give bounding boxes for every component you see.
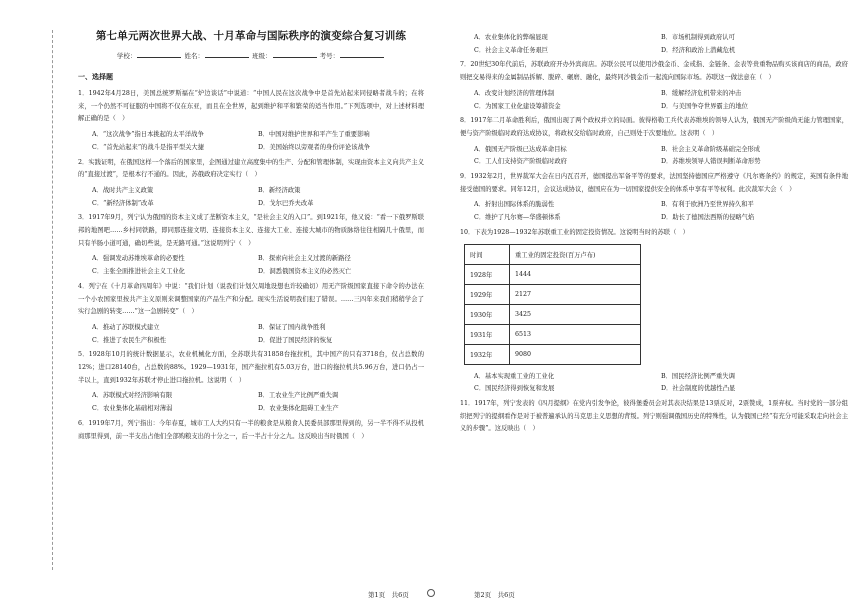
question-3-options [92, 253, 424, 278]
option-d[interactable]: D．与美国争夺世界霸主的地位 [661, 102, 748, 110]
option-d[interactable]: D．苏维埃领导人错误判断革命形势 [661, 158, 761, 166]
table-header-cell: 重工业的固定投资(百万卢布) [510, 244, 641, 264]
option-b[interactable]: B．市场机制得到政府认可 [661, 34, 735, 41]
year-cell: 1932年 [465, 344, 510, 364]
option-c[interactable]: C．“首先站起来”的战斗是指平型关大捷 [92, 143, 205, 151]
option-d[interactable]: D．助长了德国法西斯的侵略气焰 [661, 214, 755, 222]
year-cell: 1928年 [465, 264, 510, 284]
year-cell: 1929年 [465, 284, 510, 304]
investment-table [464, 244, 641, 365]
question-4: 4．列宁在《十月革命四周年》中说：“我们计划（说我们计划欠周地设想也许较确切）用无产阶级国家直接下命令的办法在一个小农国家里按共产主义原则来调整国家的产品生产和分配。现实生活说明我们犯了错误。……三四年来我们稍稍学会了实行急剧的转变……”这一急剧转变”（ ） [78, 282, 424, 316]
option-b[interactable]: B．探索向社会主义过渡的新路径 [258, 255, 351, 263]
table-header-row [465, 244, 641, 264]
option-b[interactable]: B．有利于欧洲乃至世界持久和平 [661, 201, 754, 209]
option-b[interactable]: B．新经济政策 [258, 186, 301, 194]
option-a[interactable]: A．折射出国际体系的脆弱性 [474, 201, 555, 209]
question-11: 11．1917年，列宁发表的《四月提纲》在党内引发争论，彼得堡委员会对其表决结果是13票反对，2票赞成，1票弃权。当时党的一部分组织把列宁的提纲看作是对于被普遍承认的马克思主义思想的背叛。列宁则强调俄国历史的特殊性，认为俄国已经“有充分可能采取走向社会主义的步骤”。这反映出（ ） [460, 399, 848, 433]
value-cell: 6513 [510, 324, 641, 344]
name-blank[interactable] [205, 51, 249, 58]
question-10-options [474, 371, 848, 396]
question-9: 9．1932年2月，世界裁军大会在日内瓦召开，德国提出军备平等的要求，法国坚持德国应严格遵守《凡尔赛条约》的规定，英国有条件地接受德国的要求。同年12月，会议达成协议，德国应在为一切国家提供安全的体系中享有平等权利。此次裁军大会（ ） [460, 173, 848, 193]
page-number-right: 第2页 共6页 [474, 591, 515, 599]
option-c[interactable]: C．农业集体化基础相对薄弱 [92, 405, 173, 413]
option-c[interactable]: C．推进了农民生产积极性 [92, 336, 167, 344]
option-b[interactable]: B．工农业生产比例严重失调 [258, 392, 339, 400]
option-a[interactable]: A．强调发动苏维埃革命的必要性 [92, 255, 185, 263]
option-d[interactable]: D．美国始终以旁观者的身份评论该战争 [258, 143, 371, 151]
option-b[interactable]: B．中国对维护世界和平产生了重要影响 [258, 131, 370, 139]
page-title: 第七单元两次世界大战、十月革命与国际秩序的演变综合复习训练 [95, 30, 407, 42]
value-cell: 3425 [510, 304, 641, 324]
option-d[interactable]: D．戈尔巴乔夫改革 [258, 199, 314, 207]
option-b[interactable]: B．国民经济比例严重失调 [661, 372, 735, 380]
option-a[interactable]: A．苏联模式对经济影响有限 [92, 392, 173, 400]
question-6: 6．1919年7月，列宁指出：今年春夏，城市工人大约只有一半的粮食是从粮食人民委员部那里得到的，另一半不得不从投机商那里得到，前一半支出占他们全部购粮支出的十分之一，后一半占十分之九。这反映出当时俄国（ ） [78, 419, 424, 440]
question-5-options [92, 390, 424, 415]
question-3: 3．1917年9月，列宁认为俄国的资本主义成了垄断资本主义，“是社会主义的入口”。到1921年，他又说：“看一下俄罗斯联邦的地图吧……乡村同铁路，即同那连接文明、连接资本主义、连接大工业、连接大城市的物质脉络往往相隔几十俄里，而只有羊肠小道可通，确切些说，是无路可通。”这说明列宁（ ） [78, 214, 424, 247]
option-a[interactable]: A．战时共产主义政策 [92, 186, 154, 194]
option-d[interactable]: D．经济和政治上潜藏危机 [661, 46, 736, 54]
question-7-options [474, 88, 848, 113]
class-blank[interactable] [273, 51, 317, 58]
table-header-cell: 时间 [465, 244, 510, 264]
table-row [465, 284, 641, 304]
question-8: 8．1917年二月革命胜利后，俄国出现了两个政权并立的局面。彼得格勒工兵代表苏维埃的领导人认为，俄国无产阶级尚无能力管理国家，便与资产阶级临时政府达成协议，将政权交给临时政府，自己则处于次要地位。这表明（ ） [460, 117, 848, 137]
student-info-line: 学校： 姓名： 班级： 考号： [78, 51, 424, 60]
question-1: 1．1942年4月28日，美国总统罗斯福在“炉边谈话”中说道：“中国人民在这次战争中是首先站起来同侵略者战斗的；在将来，一个仍然不可征服的中国将不仅在东亚，而且在全世界，起到维护和平和繁荣的适当作用。”下列选项中，对上述材料理解正确的是（ ） [78, 90, 424, 123]
value-cell: 2127 [510, 284, 641, 304]
option-c[interactable]: C．为国家工业化建设筹措资金 [474, 102, 561, 110]
question-2-options [92, 185, 424, 210]
number-blank[interactable] [340, 51, 384, 58]
question-5: 5．1928年10月的统计数据显示，农业机械化方面，全苏联共有31858台拖拉机，其中国产的只有3718台，仅占总数的12%；进口28140台，占总数的88%。1929—1931年，国产拖拉机有5.03万台，进口的拖拉机共5.96万台，进口仍占一半以上，直到1932年苏联才停止进口拖拉机。这说明（ ） [78, 351, 424, 384]
value-cell: 9080 [510, 344, 641, 364]
table-row [465, 324, 641, 344]
table-row [465, 264, 641, 284]
option-b[interactable]: B．缓解经济危机带来的冲击 [661, 89, 742, 97]
section-title: 一、选择题 [78, 72, 113, 81]
page-right [446, 0, 860, 608]
value-cell: 1444 [510, 264, 641, 284]
year-cell: 1930年 [465, 304, 510, 324]
school-blank[interactable] [137, 51, 181, 58]
page-number-left: 第1页 共6页 [368, 591, 409, 599]
option-c[interactable]: C．工人们支持资产阶级临时政府 [474, 158, 567, 166]
question-7: 7．20世纪30年代前后，苏联政府开办外宾商店。苏联公民可以使用沙俄金币、金戒指、金链条、金表等贵重物品购买该商店的商品，政府则把交易得来的金属制品拆解、脱碎、碾磨、融化，最终同沙俄金币一起流向国际市场。苏联这一做法意在（ ） [460, 61, 848, 82]
option-c[interactable]: C．主张全面推进社会主义工业化 [92, 268, 185, 276]
option-a[interactable]: A．“这次战争”指日本挑起的太平洋战争 [92, 131, 204, 139]
option-c[interactable]: C．维护了凡尔赛—华盛顿体系 [474, 214, 561, 222]
option-c[interactable]: C．国民经济得到恢复和发展 [474, 385, 555, 393]
option-d[interactable]: D．社会制度的优越性凸显 [661, 385, 736, 393]
option-d[interactable]: D．农业集体化阻碍工业生产 [258, 405, 339, 413]
option-c[interactable]: C．社会主义革命任务艰巨 [474, 46, 549, 54]
question-8-options [474, 144, 848, 169]
option-a[interactable]: A．改变计划经济的管理体制 [474, 89, 555, 97]
question-2: 2．实践证明，在俄国这样一个落后的国家里，企图通过建立高度集中的生产、分配和管理体制，实现由资本主义向共产主义的“直接过渡”，是根本行不通的。因此，苏俄政府决定实行（ ） [78, 158, 424, 179]
option-a[interactable]: A．基本实现重工业的工业化 [474, 372, 555, 380]
year-cell: 1931年 [465, 324, 510, 344]
question-6-options [474, 32, 848, 57]
question-4-options [92, 322, 424, 347]
page-separator-circle [427, 589, 435, 597]
option-a[interactable]: A．俄国无产阶级已达成革命目标 [474, 145, 567, 153]
question-10: 10．下表为1928—1932年苏联重工业的固定投资情况。这说明当时的苏联（ ） [460, 228, 689, 236]
question-9-options [474, 199, 848, 224]
option-b[interactable]: B．社会主义革命阶级基础完全形成 [661, 145, 761, 153]
option-a[interactable]: A．农业集体化的弊端显现 [474, 34, 548, 41]
option-b[interactable]: B．保证了国内战争胜利 [258, 323, 326, 331]
option-d[interactable]: D．洞悉俄国资本主义的必然灭亡 [258, 268, 352, 276]
table-row [465, 304, 641, 324]
option-d[interactable]: D．促进了国民经济的恢复 [258, 336, 333, 344]
option-c[interactable]: C．“新经济体制”改革 [92, 199, 154, 207]
option-a[interactable]: A．推动了苏联模式建立 [92, 323, 160, 331]
question-1-options [92, 129, 424, 154]
table-row [465, 344, 641, 364]
